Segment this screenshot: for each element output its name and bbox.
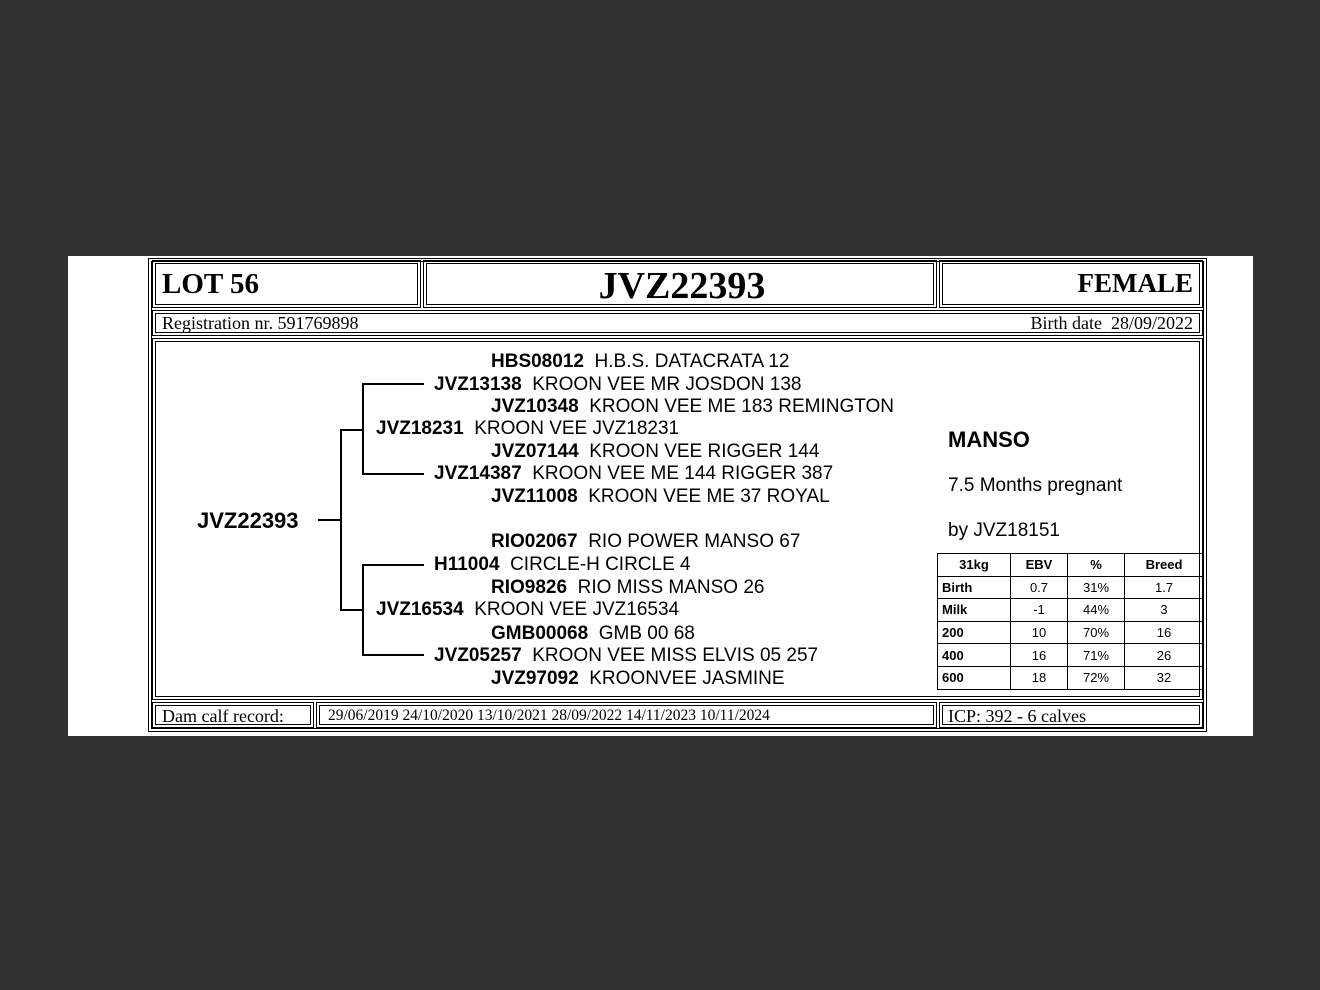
icp-summary: ICP: 392 - 6 calves	[948, 706, 1086, 726]
sire-stub	[340, 429, 362, 431]
ebv-header-row	[938, 554, 1204, 577]
lot-number: LOT 56	[162, 268, 259, 300]
table-row: Milk -1 44% 3	[938, 599, 1204, 622]
sire-sire-branch	[362, 383, 424, 385]
pedigree-dam-dam: JVZ05257 KROON VEE MISS ELVIS 05 257	[434, 645, 819, 666]
ebv-header-breed: Breed	[1125, 554, 1204, 577]
pedigree-dam-dam-dam: JVZ97092 KROONVEE JASMINE	[491, 668, 785, 689]
lot-card	[68, 256, 1253, 736]
pedigree-dam-sire-dam: RIO9826 RIO MISS MANSO 26	[491, 577, 765, 598]
sire-grand-vertical	[362, 383, 364, 475]
dam-calf-label: Dam calf record:	[162, 706, 284, 726]
pedigree-sire-sire: JVZ13138 KROON VEE MR JOSDON 138	[434, 374, 802, 395]
pedigree-dam-dam-sire: GMB00068 GMB 00 68	[491, 623, 695, 644]
pregnancy-by: by JVZ18151	[948, 520, 1060, 541]
pedigree-dam-sire-sire: RIO02067 RIO POWER MANSO 67	[491, 531, 801, 552]
table-row: 400 16 71% 26	[938, 644, 1204, 667]
birth-date-value: 28/09/2022	[1110, 313, 1193, 333]
ebv-header-percent: %	[1068, 554, 1125, 577]
subject-connector	[318, 519, 340, 521]
pedigree-sire-dam-sire: JVZ07144 KROON VEE RIGGER 144	[491, 441, 820, 462]
ebv-header-ebv: EBV	[1011, 554, 1068, 577]
sex-label: FEMALE	[1077, 268, 1193, 298]
pedigree-sire: JVZ18231 KROON VEE JVZ18231	[376, 418, 680, 439]
pedigree-sire-sire-dam: JVZ10348 KROON VEE ME 183 REMINGTON	[491, 396, 895, 417]
table-row: 200 10 70% 16	[938, 621, 1204, 644]
animal-id-title: JVZ22393	[598, 265, 766, 307]
pedigree-sire-dam: JVZ14387 KROON VEE ME 144 RIGGER 387	[434, 463, 834, 484]
birth-date	[1031, 313, 1194, 334]
pregnancy-bull-name: MANSO	[948, 427, 1030, 452]
dam-dam-branch	[362, 654, 424, 656]
table-row: 600 18 72% 32	[938, 666, 1204, 689]
pedigree-sire-dam-dam: JVZ11008 KROON VEE ME 37 ROYAL	[491, 486, 830, 507]
pedigree-sire-sire-sire: HBS08012 H.B.S. DATACRATA 12	[491, 351, 790, 372]
birth-date-label: Birth date	[1030, 313, 1102, 333]
dam-grand-vertical	[362, 564, 364, 656]
pedigree-subject: JVZ22393	[197, 508, 299, 533]
parents-vertical	[340, 429, 342, 611]
ebv-table	[937, 553, 1204, 690]
ebv-header-weight: 31kg	[938, 554, 1011, 577]
registration-number: Registration nr. 591769898	[162, 313, 359, 333]
table-row: Birth 0.7 31% 1.7	[938, 576, 1204, 599]
pedigree-dam-sire: H11004 CIRCLE-H CIRCLE 4	[434, 554, 691, 575]
pedigree-dam: JVZ16534 KROON VEE JVZ16534	[376, 599, 680, 620]
sire-dam-branch	[362, 473, 424, 475]
dam-sire-branch	[362, 564, 424, 566]
dam-stub	[340, 609, 362, 611]
pregnancy-status: 7.5 Months pregnant	[948, 475, 1123, 496]
dam-calf-dates: 29/06/2019 24/10/2020 13/10/2021 28/09/2022 14/11/2023 10/11/2024	[328, 707, 770, 724]
